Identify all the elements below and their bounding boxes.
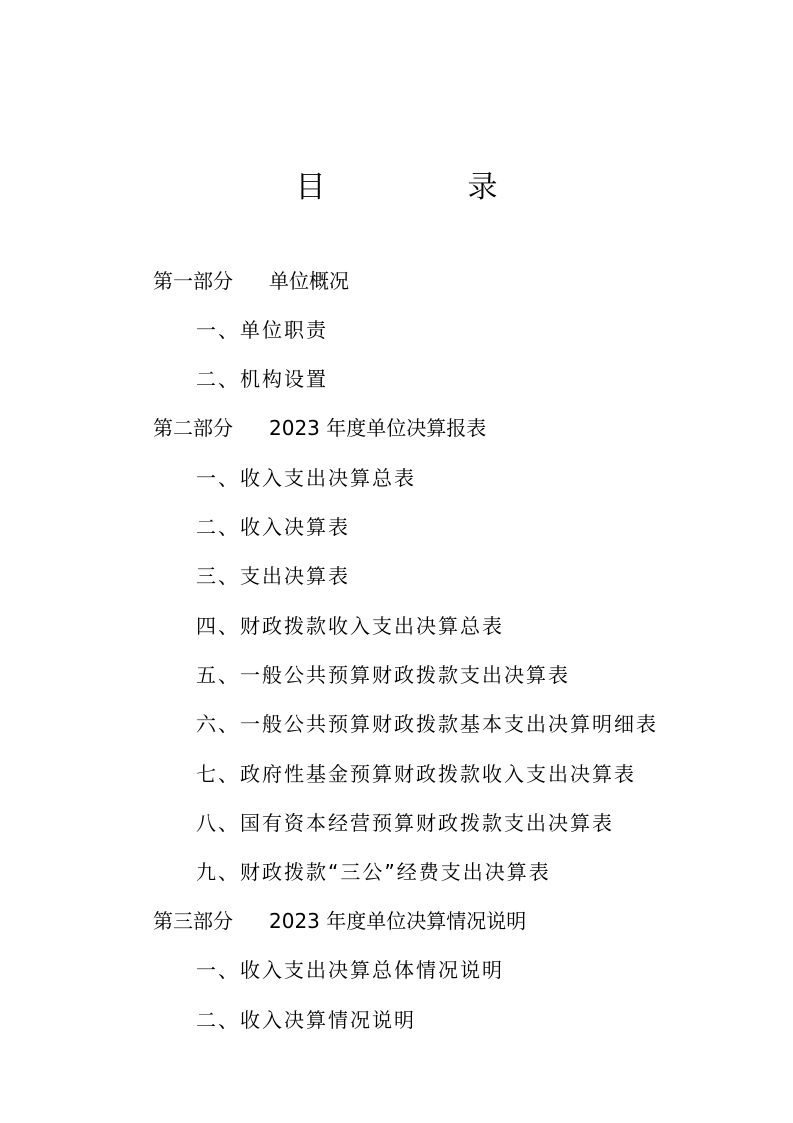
toc-item[interactable]: 二、机构设置 xyxy=(196,367,328,391)
part-title: 2023 年度单位决算情况说明 xyxy=(269,909,527,933)
toc-item[interactable]: 五、一般公共预算财政拨款支出决算表 xyxy=(196,663,570,687)
toc-item[interactable]: 九、财政拨款“三公”经费支出决算表 xyxy=(196,860,551,884)
toc-item[interactable]: 一、单位职责 xyxy=(196,318,328,342)
part-number: 第三部分 xyxy=(153,909,233,933)
part-number: 第一部分 xyxy=(153,269,233,293)
part-title: 2023 年度单位决算报表 xyxy=(269,416,487,440)
toc-item[interactable]: 二、收入决算表 xyxy=(196,515,350,539)
toc-item[interactable]: 一、收入支出决算总表 xyxy=(196,466,416,490)
toc-item[interactable]: 二、收入决算情况说明 xyxy=(196,1008,416,1032)
toc-part-3[interactable] xyxy=(153,906,526,936)
part-number: 第二部分 xyxy=(153,416,233,440)
toc-part-1[interactable] xyxy=(153,266,349,296)
toc-item[interactable]: 八、国有资本经营预算财政拨款支出决算表 xyxy=(196,811,614,835)
part-title: 单位概况 xyxy=(269,269,349,293)
toc-item[interactable]: 六、一般公共预算财政拨款基本支出决算明细表 xyxy=(196,712,658,736)
page-title: 目 录 xyxy=(295,170,554,205)
toc-item[interactable]: 四、财政拨款收入支出决算总表 xyxy=(196,614,504,638)
toc-part-2[interactable] xyxy=(153,413,486,443)
toc-item[interactable]: 三、支出决算表 xyxy=(196,564,350,588)
toc-item[interactable]: 七、政府性基金预算财政拨款收入支出决算表 xyxy=(196,762,636,786)
toc-item[interactable]: 一、收入支出决算总体情况说明 xyxy=(196,958,504,982)
